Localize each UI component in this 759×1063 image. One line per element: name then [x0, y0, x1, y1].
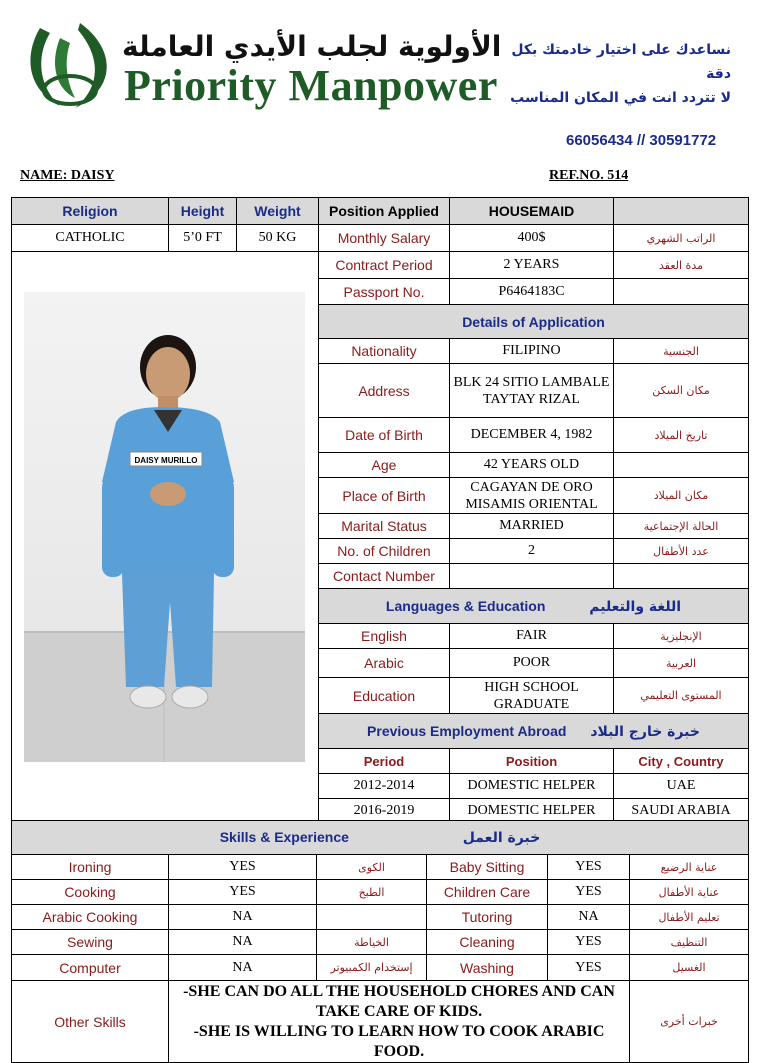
passport-label: Passport No.	[319, 279, 450, 305]
education-value: HIGH SCHOOL GRADUATE	[450, 678, 614, 714]
company-arabic-name: الأولوية لجلب الأيدي العاملة	[122, 30, 502, 63]
phone-numbers: 66056434 // 30591772	[566, 132, 717, 149]
calligraphy-logo-icon	[20, 18, 120, 113]
weight-header: Weight	[237, 198, 319, 225]
skill-ar: إستخدام الكمبيوتر	[317, 955, 427, 981]
children-ar: عدد الأطفال	[614, 539, 749, 564]
pob-value: CAGAYAN DE ORO MISAMIS ORIENTAL	[450, 478, 614, 514]
skill-label: Ironing	[12, 855, 169, 880]
skill-label: Tutoring	[427, 905, 548, 930]
english-label: English	[319, 624, 450, 649]
table-row	[12, 880, 749, 905]
skill-value: NA	[548, 905, 630, 930]
table-row	[12, 855, 749, 880]
employment-col-position: Position	[450, 749, 614, 774]
employment-position: DOMESTIC HELPER	[450, 799, 614, 824]
position-value: HOUSEMAID	[450, 198, 614, 225]
skill-ar: الطبخ	[317, 880, 427, 905]
passport-value: P6464183C	[450, 279, 614, 305]
salary-ar: الراتب الشهري	[614, 225, 749, 252]
skill-label: Cooking	[12, 880, 169, 905]
other-skills-ar: خبرات أخرى	[630, 981, 749, 1063]
employment-period: 2012-2014	[319, 774, 450, 799]
skills-header-en: Skills & Experience	[219, 829, 349, 845]
marital-ar: الحالة الإجتماعية	[614, 514, 749, 539]
table-row	[12, 930, 749, 955]
company-tagline	[501, 38, 731, 110]
dob-label: Date of Birth	[319, 418, 450, 453]
candidate-name: NAME: DAISY	[20, 168, 115, 183]
languages-header-ar: اللغة والتعليم	[589, 598, 682, 615]
employment-period: 2016-2019	[319, 799, 450, 824]
languages-header	[319, 589, 749, 624]
skill-value: NA	[169, 955, 317, 981]
address-label: Address	[319, 364, 450, 418]
contact-label: Contact Number	[319, 564, 450, 589]
skill-ar: التنظيف	[630, 930, 749, 955]
contact-ar	[614, 564, 749, 589]
other-skills-line-2: -SHE IS WILLING TO LEARN HOW TO COOK ARABIC FOOD.	[193, 1022, 605, 1060]
religion-header: Religion	[12, 198, 169, 225]
age-label: Age	[319, 453, 450, 478]
nationality-value: FILIPINO	[450, 339, 614, 364]
skill-value: NA	[169, 930, 317, 955]
skill-label: Arabic Cooking	[12, 905, 169, 930]
other-skills-text	[169, 981, 630, 1063]
other-skills-label: Other Skills	[12, 981, 169, 1063]
marital-label: Marital Status	[319, 514, 450, 539]
passport-ar	[614, 279, 749, 305]
tagline-line-2: لا تتردد انت في المكان المناسب	[510, 90, 731, 106]
marital-value: MARRIED	[450, 514, 614, 539]
skill-label: Sewing	[12, 930, 169, 955]
skills-header	[12, 821, 749, 855]
reference-number: REF.NO. 514	[549, 168, 629, 183]
education-ar: المستوى التعليمي	[614, 678, 749, 714]
employment-position: DOMESTIC HELPER	[450, 774, 614, 799]
salary-value: 400$	[450, 225, 614, 252]
address-value: BLK 24 SITIO LAMBALE TAYTAY RIZAL	[450, 364, 614, 418]
address-ar: مكان السكن	[614, 364, 749, 418]
skill-value: YES	[548, 930, 630, 955]
skill-ar: تعليم الأطفال	[630, 905, 749, 930]
details-header: Details of Application	[319, 305, 749, 339]
children-value: 2	[450, 539, 614, 564]
english-value: FAIR	[450, 624, 614, 649]
employment-header-en: Previous Employment Abroad	[367, 722, 567, 739]
skill-label: Computer	[12, 955, 169, 981]
skill-ar: عناية الرضيع	[630, 855, 749, 880]
employment-col-period: Period	[319, 749, 450, 774]
employment-country: SAUDI ARABIA	[614, 799, 749, 824]
age-ar	[614, 453, 749, 478]
skill-value: YES	[169, 880, 317, 905]
name-tag: DAISY MURILLO	[134, 456, 198, 465]
skill-label: Washing	[427, 955, 548, 981]
languages-header-en: Languages & Education	[385, 597, 546, 614]
skill-ar: عناية الأطفال	[630, 880, 749, 905]
age-value: 42 YEARS OLD	[450, 453, 614, 478]
religion-value: CATHOLIC	[12, 225, 169, 252]
english-ar: الإنجليزية	[614, 624, 749, 649]
skill-ar: الخياطة	[317, 930, 427, 955]
skill-ar: الغسيل	[630, 955, 749, 981]
height-header: Height	[169, 198, 237, 225]
height-value: 5’0 FT	[169, 225, 237, 252]
employment-col-city: City , Country	[614, 749, 749, 774]
contact-value	[450, 564, 614, 589]
dob-value: DECEMBER 4, 1982	[450, 418, 614, 453]
other-skills-line-1: -SHE CAN DO ALL THE HOUSEHOLD CHORES AND CAN TAKE CARE OF KIDS.	[183, 982, 615, 1020]
company-english-name: Priority Manpower	[124, 61, 498, 110]
table-row	[12, 905, 749, 930]
salary-label: Monthly Salary	[319, 225, 450, 252]
skill-value: YES	[169, 855, 317, 880]
dob-ar: تاريخ الميلاد	[614, 418, 749, 453]
skill-label: Children Care	[427, 880, 548, 905]
position-extra	[614, 198, 749, 225]
skill-ar	[317, 905, 427, 930]
table-row	[12, 955, 749, 981]
contract-ar: مدة العقد	[614, 252, 749, 279]
skill-ar: الكوى	[317, 855, 427, 880]
nationality-ar: الجنسية	[614, 339, 749, 364]
contract-value: 2 YEARS	[450, 252, 614, 279]
employment-header	[319, 714, 749, 749]
person-photo-icon	[24, 292, 305, 762]
pob-label: Place of Birth	[319, 478, 450, 514]
skill-value: YES	[548, 880, 630, 905]
contract-label: Contract Period	[319, 252, 450, 279]
tagline-line-1: نساعدك على اختيار خادمتك بكل دقة	[511, 42, 731, 82]
skill-value: YES	[548, 855, 630, 880]
pob-ar: مكان الميلاد	[614, 478, 749, 514]
nationality-label: Nationality	[319, 339, 450, 364]
employment-header-ar: خبرة خارج البلاد	[590, 723, 700, 740]
weight-value: 50 KG	[237, 225, 319, 252]
skill-label: Baby Sitting	[427, 855, 548, 880]
skill-value: NA	[169, 905, 317, 930]
arabic-label: Arabic	[319, 649, 450, 678]
children-label: No. of Children	[319, 539, 450, 564]
skill-label: Cleaning	[427, 930, 548, 955]
skills-header-ar: خبرة العمل	[462, 830, 541, 846]
skill-value: YES	[548, 955, 630, 981]
position-header: Position Applied	[319, 198, 450, 225]
skills-table	[11, 820, 749, 1063]
arabic-value: POOR	[450, 649, 614, 678]
employment-country: UAE	[614, 774, 749, 799]
arabic-ar: العربية	[614, 649, 749, 678]
education-label: Education	[319, 678, 450, 714]
candidate-photo	[24, 292, 305, 762]
